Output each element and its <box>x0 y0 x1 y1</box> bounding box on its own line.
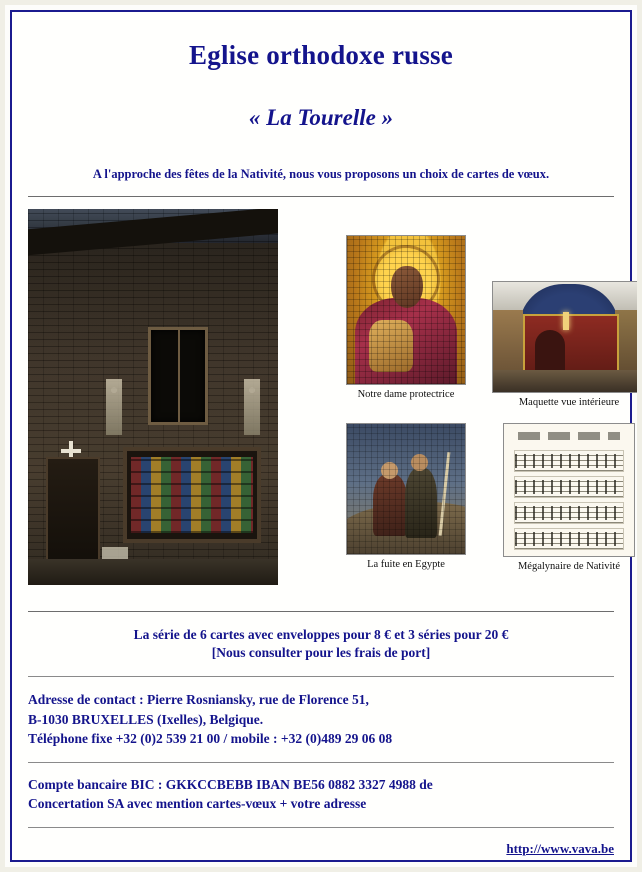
wall-ornament-icon <box>244 379 260 435</box>
floor <box>493 370 642 392</box>
divider-top <box>28 196 614 197</box>
thumbnail-item[interactable] <box>332 423 480 570</box>
side-door <box>46 457 100 571</box>
mosaic-texture <box>347 236 465 384</box>
notes <box>515 454 623 468</box>
royal-doors <box>535 330 565 374</box>
contact-phone-line: Téléphone fixe +32 (0)2 539 21 00 / mobile : +32 (0)489 29 06 08 <box>28 730 393 746</box>
music-staff <box>514 476 624 498</box>
intro-text: A l'approche des fêtes de la Nativité, nous vous proposons un choix de cartes de vœux. <box>92 167 550 181</box>
page-content <box>12 12 630 860</box>
wall-ornament-icon <box>106 379 122 435</box>
thumbnail-image-notre-dame[interactable] <box>346 235 466 385</box>
thumbnail-caption: Maquette vue intérieure <box>518 397 620 408</box>
thumbnail-item[interactable] <box>484 281 642 408</box>
pavement <box>28 559 278 585</box>
icon-artwork <box>347 236 465 384</box>
thumbnail-caption: Notre dame protectrice <box>357 389 455 400</box>
upper-window <box>148 327 208 425</box>
main-photo-church-facade <box>28 209 278 585</box>
contact-address-line-1: Adresse de contact : Pierre Rosniansky, rue de Florence 51, <box>28 692 369 708</box>
lamp-icon <box>563 312 569 330</box>
divider-contact-bottom <box>28 762 614 763</box>
thumbnail-image-maquette[interactable] <box>492 281 642 393</box>
thumbnail-image-megalynaire[interactable] <box>503 423 635 557</box>
website-line <box>28 840 614 858</box>
website-link[interactable]: http://www.vava.be <box>506 841 614 857</box>
price-line-1: La série de 6 cartes avec enveloppes pour 8 € et 3 séries pour 20 € <box>133 627 509 642</box>
page-border <box>10 10 632 862</box>
bank-line-2: Concertation SA avec mention cartes-vœux + votre adresse <box>28 796 367 812</box>
facade-illustration <box>28 209 278 585</box>
gallery <box>28 209 621 597</box>
price-block <box>28 626 614 662</box>
thumbnail-caption: Mégalynaire de Nativité <box>517 561 621 572</box>
thumbnail-item[interactable] <box>484 423 642 572</box>
price-line-2: [Nous consulter pour les frais de port] <box>211 645 431 661</box>
bank-block <box>28 775 614 813</box>
divider-bank-bottom <box>28 827 614 828</box>
thumbnail-item[interactable] <box>332 235 480 400</box>
thumbnail-grid <box>296 209 621 597</box>
stained-glass <box>131 457 253 533</box>
bank-line-1: Compte bancaire BIC : GKKCCBEBB IBAN BE56 0882 3327 4988 de <box>28 776 433 792</box>
notes <box>515 506 623 520</box>
entrance-porch <box>123 447 261 543</box>
thumbnail-caption: La fuite en Egypte <box>367 559 445 570</box>
divider-gallery-bottom <box>28 611 614 612</box>
interior-photo-artwork <box>493 282 642 392</box>
notes <box>515 480 623 494</box>
page-subtitle: « La Tourelle » <box>248 105 394 130</box>
notes <box>515 532 623 546</box>
divider-price-bottom <box>28 676 614 677</box>
sheet-music-artwork <box>504 424 634 556</box>
thumbnail-image-fuite-egypte[interactable] <box>346 423 466 555</box>
music-staff <box>514 450 624 472</box>
contact-address-line-2: B-1030 BRUXELLES (Ixelles), Belgique. <box>28 711 264 727</box>
mosaic-texture <box>347 424 465 554</box>
contact-block <box>28 690 614 747</box>
music-staff <box>514 528 624 550</box>
music-staff <box>514 502 624 524</box>
score-heading <box>518 432 620 440</box>
page-title: Eglise orthodoxe russe <box>189 40 453 70</box>
icon-artwork <box>347 424 465 554</box>
